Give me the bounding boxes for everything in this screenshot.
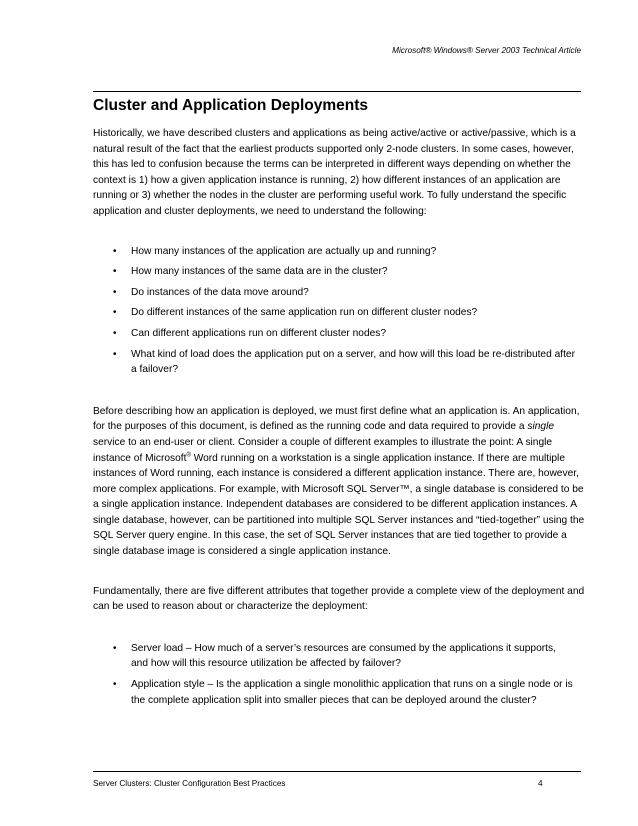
paragraph-text: service to an end-user or client. Consider a couple of different examples to illustrate the point: A single instance of Microsoft xyxy=(93,436,553,464)
list-item-text: What kind of load does the application put on a server, and how will this load be re-distributed after a failover? xyxy=(131,348,575,376)
list-item xyxy=(93,305,585,321)
list-item-text: Can different applications run on different cluster nodes? xyxy=(131,327,387,339)
list-item-text: How many instances of the same data are in the cluster? xyxy=(131,266,388,278)
list-item-text: Do different instances of the same application run on different cluster nodes? xyxy=(131,307,478,319)
list-item xyxy=(93,677,585,708)
list-item-text: Server load – How much of a server’s resources are consumed by the applications it supports, and how will this resource utilization be affected by failover? xyxy=(131,642,556,670)
intro-paragraph: Historically, we have described clusters and applications as being active/active or active/passive, which is a natural result of the fact that the earliest products supported only 2-node clusters. In some cases, however, this has led to confusion because the terms can be interpreted in different ways depending on whether the context is 1) how a given application instance is running, 2) how different instances of an application are running or 3) whether the nodes in the cluster are performing useful work. To fully understand the specific application and cluster deployments, we need to understand the following: xyxy=(93,128,576,217)
application-definition-paragraph xyxy=(93,404,585,560)
list-item-text: How many instances of the application are actually up and running? xyxy=(131,245,437,257)
bullet-icon: • xyxy=(113,642,117,654)
footer-rule xyxy=(93,771,581,772)
section-title: Cluster and Application Deployments xyxy=(93,97,369,114)
footer-document-title: Server Clusters: Cluster Configuration Best Practices xyxy=(93,779,286,788)
list-item-text: Application style – Is the application a single monolithic application that runs on a single node or is the complete application split into smaller pieces that can be deployed around the cluster? xyxy=(131,679,573,706)
bullet-icon: • xyxy=(113,307,117,319)
bullet-icon: • xyxy=(113,348,117,360)
questions-list xyxy=(93,244,585,378)
page-number: 4 xyxy=(538,779,543,788)
fundamentals-paragraph: Fundamentally, there are five different attributes that together provide a complete view of the deployment and can be used to reason about or characterize the deployment: xyxy=(93,585,585,613)
list-item xyxy=(93,347,585,378)
emphasis-text: single xyxy=(527,421,555,433)
bullet-icon: • xyxy=(113,266,117,278)
paragraph-text: Before describing how an application is deployed, we must first define what an application is. An application, for the purposes of this document, is defined as the running code and data required to provide a xyxy=(93,405,580,433)
registered-mark: ® xyxy=(186,452,191,459)
list-item xyxy=(93,264,585,280)
header-rule xyxy=(93,91,581,92)
list-item xyxy=(93,285,585,301)
bullet-icon: • xyxy=(113,327,117,339)
list-item xyxy=(93,244,585,260)
bullet-icon: • xyxy=(113,679,117,691)
page-body xyxy=(93,96,585,713)
bullet-icon: • xyxy=(113,286,117,298)
paragraph-text: Word running on a workstation is a single application instance. If there are multiple instances of Word running, each instance is considered a different application instance. There are, however, more complex applications. For example, with Microsoft SQL Server™, a single database is considered to be a single application instance. Independent databases are considered to be different application instances. A single database, however, can be partitioned into multiple SQL Server instances and “tied-together” using the SQL Server query engine. In this case, the set of SQL Server instances that are tied together to provide a single database image is considered a single application instance. xyxy=(93,452,585,558)
list-item xyxy=(93,326,585,342)
bullet-icon: • xyxy=(113,245,117,257)
attributes-list xyxy=(93,641,585,708)
list-item-text: Do instances of the data move around? xyxy=(131,286,309,298)
running-header: Microsoft® Windows® Server 2003 Technical Article xyxy=(392,46,581,55)
list-item xyxy=(93,641,585,672)
